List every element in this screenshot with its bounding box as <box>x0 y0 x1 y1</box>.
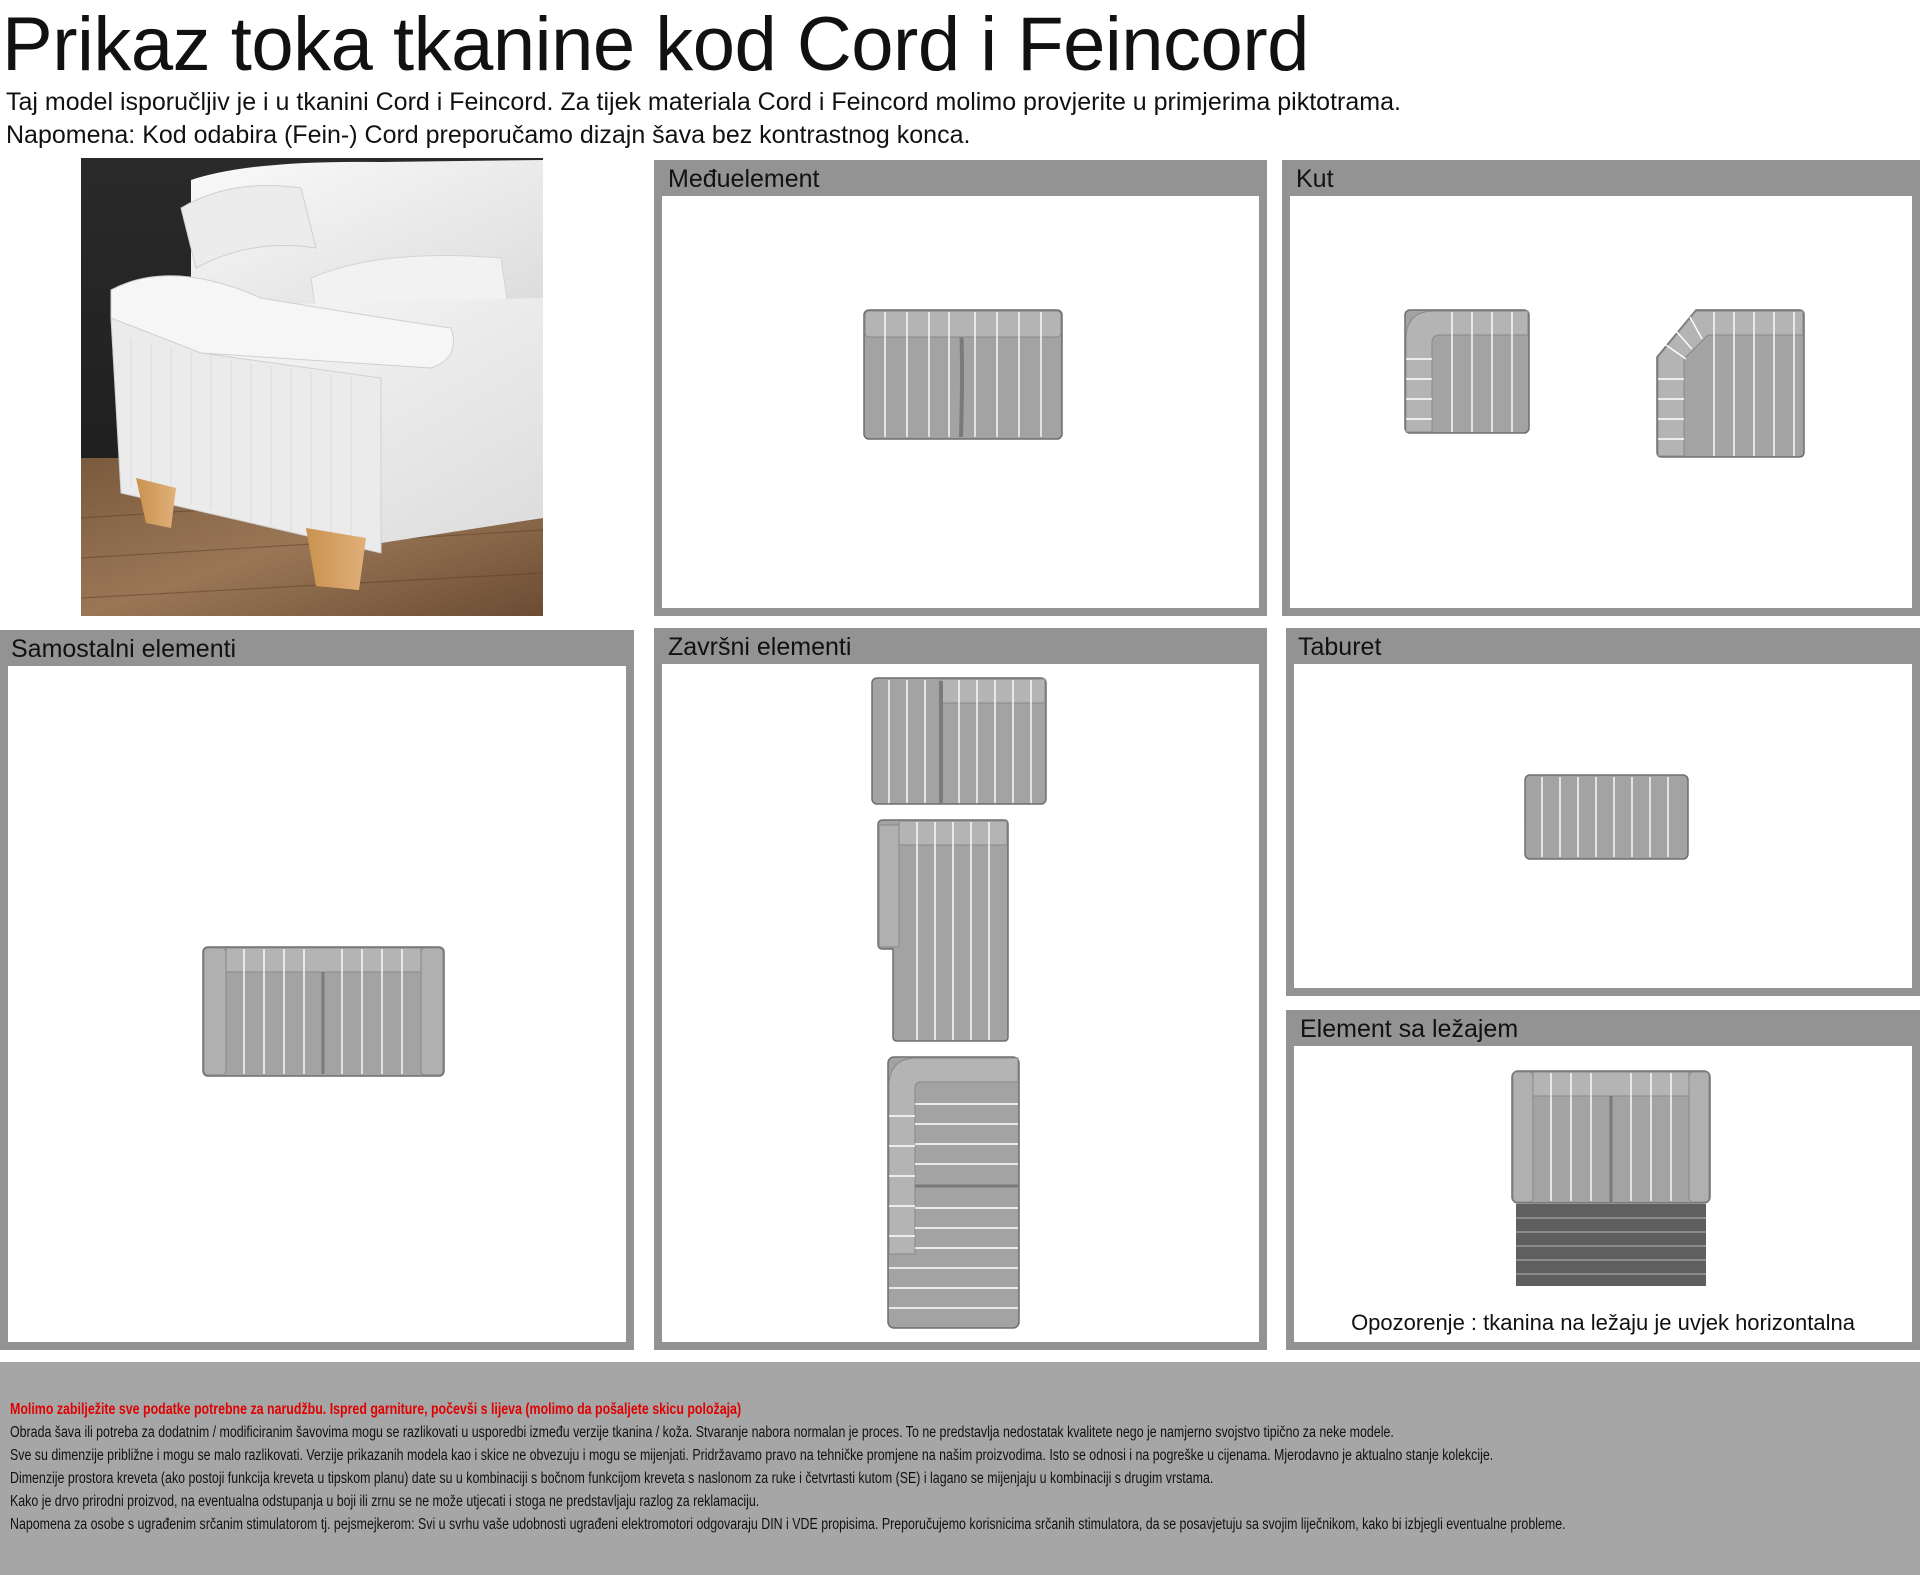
end-element-ottoman-pictogram <box>887 1056 1020 1329</box>
panel-meduelement <box>654 160 1267 616</box>
note-text: Napomena: Kod odabira (Fein-) Cord preporučamo dizajn šava bez kontrastnog konca. <box>6 121 971 149</box>
panel-body <box>1294 664 1912 988</box>
panel-body <box>662 664 1259 1342</box>
panel-title: Međuelement <box>668 165 820 193</box>
end-element-top-pictogram <box>871 677 1047 805</box>
corner-square-pictogram <box>1404 309 1530 434</box>
panel-taburet <box>1286 628 1920 996</box>
standalone-element-pictogram <box>202 946 445 1077</box>
corner-diagonal-pictogram <box>1656 309 1805 458</box>
footer-line: Obrada šava ili potreba za dodatnim / modificiranim šavovima mogu se razlikovati u usporedbi između verzije tkanina / koža. Stvaranje nabora normalan je proces. To ne predstavlja nedostatak kvalitete nego je namjerno svojstvo tipično za neke modele. <box>10 1424 1394 1441</box>
panel-title: Kut <box>1296 165 1334 193</box>
panel-title: Element sa ležajem <box>1300 1015 1519 1043</box>
taburet-pictogram <box>1524 774 1689 860</box>
panel-body <box>662 196 1259 608</box>
end-element-chaise-pictogram <box>877 819 1009 1042</box>
panel-lezaj <box>1286 1010 1920 1350</box>
panel-samostalni <box>0 630 634 1350</box>
footer-line: Dimenzije prostora kreveta (ako postoji funkcija kreveta u tipskom planu) date su u kombinaciji s bočnom funkcijom kreveta s naslonom za ruke i četvrtasti kutom (SE) i lagano se mijenjaju u kombinaciji s drugim vrstama. <box>10 1470 1214 1487</box>
panel-body <box>1294 1046 1912 1342</box>
footer-line: Napomena za osobe s ugrađenim srčanim stimulatorom tj. pejsmejkerom: Svi u svrhu vaše udobnosti ugrađeni elektromotori odgovaraju DIN i VDE propisima. Preporučujemo korisnicima srčanih stimulatora, da se posavjetuju sa svojim liječnikom, kako bi izbjegli eventualne probleme. <box>10 1516 1566 1533</box>
footer-notes <box>0 1362 1920 1575</box>
panel-title: Taburet <box>1298 633 1382 661</box>
panel-title: Samostalni elementi <box>11 635 237 663</box>
footer-line: Sve su dimenzije približne i mogu se malo razlikovati. Verzije prikazanih modela kao i skice ne obvezuju i mogu se mijenjati. Pridržavamo pravo na tehničke promjene na našim proizvodima. Isto se odnosi i na pogreške u cijenama. Mjerodavno je aktualno stanje kolekcije. <box>10 1447 1494 1464</box>
panel-kut <box>1282 160 1920 616</box>
panel-body <box>1290 196 1912 608</box>
panel-zavrsni <box>654 628 1267 1350</box>
sofa-photo <box>81 158 543 616</box>
intro-text: Taj model isporučljiv je i u tkanini Cord i Feincord. Za tijek materiala Cord i Feincord molimo provjerite u primjerima piktotrama. <box>6 88 1401 116</box>
panel-body <box>8 666 626 1342</box>
middle-element-pictogram <box>863 309 1063 440</box>
footer-line: Kako je drvo prirodni proizvod, na eventualna odstupanja u boji ili zrnu se ne može utjecati i stoga ne predstavljaju razlog za reklamaciju. <box>10 1493 760 1510</box>
bed-fabric-warning: Opozorenje : tkanina na ležaju je uvjek horizontalna <box>1351 1310 1855 1335</box>
panel-title: Završni elementi <box>668 633 852 661</box>
sofa-bed-pictogram <box>1511 1070 1711 1288</box>
page-title: Prikaz toka tkanine kod Cord i Feincord <box>2 2 1309 87</box>
footer-heading: Molimo zabilježite sve podatke potrebne za narudžbu. Ispred garniture, počevši s lijeva (molimo da pošaljete skicu položaja) <box>10 1401 742 1418</box>
